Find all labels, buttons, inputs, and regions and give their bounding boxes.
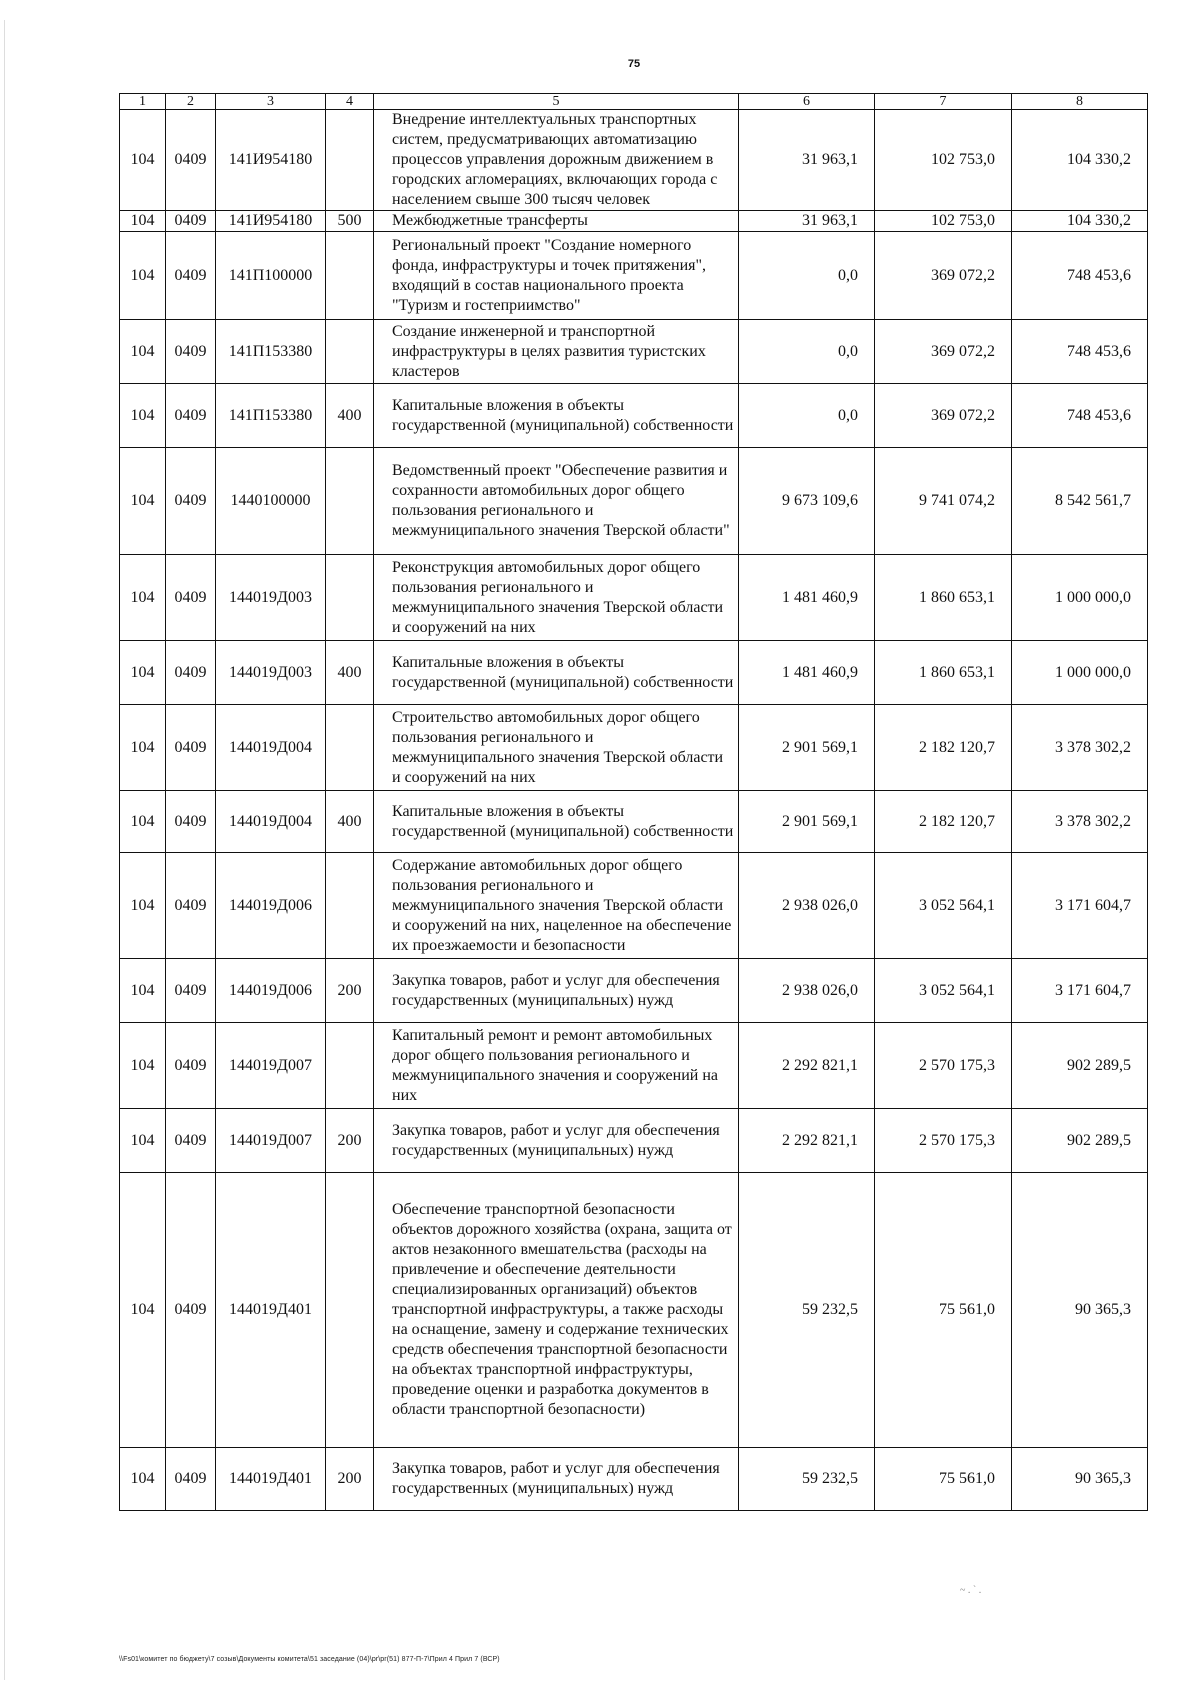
cell-amount-col6: 2 292 821,1 bbox=[739, 1023, 875, 1109]
cell-ministry-code: 104 bbox=[120, 555, 166, 641]
col-header-1: 1 bbox=[120, 94, 166, 110]
cell-amount-col7: 369 072,2 bbox=[875, 320, 1012, 384]
cell-amount-col8: 1 000 000,0 bbox=[1012, 641, 1148, 705]
cell-ministry-code: 104 bbox=[120, 791, 166, 853]
cell-section-code: 0409 bbox=[166, 1173, 216, 1448]
table-row bbox=[120, 1023, 1148, 1109]
table-row bbox=[120, 853, 1148, 959]
cell-target-article: 144019Д004 bbox=[216, 791, 326, 853]
cell-amount-col6: 2 292 821,1 bbox=[739, 1109, 875, 1173]
cell-ministry-code: 104 bbox=[120, 1173, 166, 1448]
cell-target-article: 141И954180 bbox=[216, 110, 326, 211]
cell-amount-col6: 2 938 026,0 bbox=[739, 853, 875, 959]
cell-description: Строительство автомобильных дорог общего пользования регионального и межмуниципального значения Тверской области и сооружений на них bbox=[374, 705, 739, 791]
cell-description: Обеспечение транспортной безопасности объектов дорожного хозяйства (охрана, защита от актов незаконного вмешательства (расходы на привлечение и обеспечение деятельности специализированных организаций) объектов транспортной инфраструктуры, а также расходы на оснащение, замену и содержание технических средств обеспечения транспортной безопасности на объектах транспортной инфраструктуры, проведение оценки и разработка документов в области транспортной безопасности) bbox=[374, 1173, 739, 1448]
cell-target-article: 1440100000 bbox=[216, 448, 326, 555]
table-row bbox=[120, 641, 1148, 705]
cell-amount-col6: 0,0 bbox=[739, 384, 875, 448]
header-row bbox=[120, 94, 1148, 110]
cell-ministry-code: 104 bbox=[120, 1023, 166, 1109]
cell-section-code: 0409 bbox=[166, 959, 216, 1023]
col-header-5: 5 bbox=[374, 94, 739, 110]
scan-edge-line bbox=[4, 20, 5, 1680]
col-header-7: 7 bbox=[875, 94, 1012, 110]
table-row bbox=[120, 110, 1148, 211]
cell-section-code: 0409 bbox=[166, 853, 216, 959]
cell-description: Закупка товаров, работ и услуг для обеспечения государственных (муниципальных) нужд bbox=[374, 959, 739, 1023]
cell-ministry-code: 104 bbox=[120, 232, 166, 320]
cell-ministry-code: 104 bbox=[120, 211, 166, 232]
table-row bbox=[120, 959, 1148, 1023]
cell-amount-col6: 1 481 460,9 bbox=[739, 555, 875, 641]
cell-target-article: 141И954180 bbox=[216, 211, 326, 232]
footer-file-path: \\Fs01\комитет по бюджету\7 созыв\Документы комитета\51 заседание (04)\pr\pr(51) 877-П-7\Прил 4 Прил 7 (ВСР) bbox=[119, 1656, 500, 1663]
cell-expense-type bbox=[326, 1023, 374, 1109]
cell-description: Межбюджетные трансферты bbox=[374, 211, 739, 232]
cell-target-article: 144019Д004 bbox=[216, 705, 326, 791]
cell-expense-type bbox=[326, 555, 374, 641]
table-row bbox=[120, 1109, 1148, 1173]
cell-amount-col8: 104 330,2 bbox=[1012, 211, 1148, 232]
cell-expense-type: 400 bbox=[326, 791, 374, 853]
cell-ministry-code: 104 bbox=[120, 320, 166, 384]
cell-amount-col8: 902 289,5 bbox=[1012, 1109, 1148, 1173]
cell-ministry-code: 104 bbox=[120, 448, 166, 555]
cell-amount-col8: 90 365,3 bbox=[1012, 1448, 1148, 1511]
cell-section-code: 0409 bbox=[166, 448, 216, 555]
cell-section-code: 0409 bbox=[166, 1109, 216, 1173]
cell-description: Закупка товаров, работ и услуг для обеспечения государственных (муниципальных) нужд bbox=[374, 1109, 739, 1173]
cell-amount-col6: 9 673 109,6 bbox=[739, 448, 875, 555]
table-row bbox=[120, 555, 1148, 641]
cell-expense-type bbox=[326, 320, 374, 384]
cell-description: Закупка товаров, работ и услуг для обеспечения государственных (муниципальных) нужд bbox=[374, 1448, 739, 1511]
cell-amount-col7: 1 860 653,1 bbox=[875, 641, 1012, 705]
cell-section-code: 0409 bbox=[166, 384, 216, 448]
cell-ministry-code: 104 bbox=[120, 853, 166, 959]
cell-description: Региональный проект "Создание номерного фонда, инфраструктуры и точек притяжения", входящий в состав национального проекта "Туризм и гостеприимство" bbox=[374, 232, 739, 320]
cell-amount-col6: 2 901 569,1 bbox=[739, 791, 875, 853]
cell-target-article: 144019Д401 bbox=[216, 1448, 326, 1511]
cell-ministry-code: 104 bbox=[120, 384, 166, 448]
cell-amount-col8: 1 000 000,0 bbox=[1012, 555, 1148, 641]
cell-description: Ведомственный проект "Обеспечение развития и сохранности автомобильных дорог общего пользования регионального и межмуниципального значения Тверской области" bbox=[374, 448, 739, 555]
col-header-8: 8 bbox=[1012, 94, 1148, 110]
cell-ministry-code: 104 bbox=[120, 1448, 166, 1511]
cell-amount-col8: 748 453,6 bbox=[1012, 320, 1148, 384]
cell-target-article: 144019Д003 bbox=[216, 555, 326, 641]
table-row bbox=[120, 320, 1148, 384]
cell-ministry-code: 104 bbox=[120, 1109, 166, 1173]
col-header-4: 4 bbox=[326, 94, 374, 110]
cell-amount-col7: 102 753,0 bbox=[875, 211, 1012, 232]
cell-amount-col8: 3 378 302,2 bbox=[1012, 705, 1148, 791]
cell-expense-type bbox=[326, 110, 374, 211]
cell-section-code: 0409 bbox=[166, 641, 216, 705]
table-row bbox=[120, 705, 1148, 791]
cell-section-code: 0409 bbox=[166, 232, 216, 320]
cell-amount-col7: 3 052 564,1 bbox=[875, 959, 1012, 1023]
table-row bbox=[120, 1173, 1148, 1448]
cell-section-code: 0409 bbox=[166, 211, 216, 232]
cell-expense-type bbox=[326, 448, 374, 555]
table-row bbox=[120, 384, 1148, 448]
cell-section-code: 0409 bbox=[166, 1448, 216, 1511]
cell-amount-col7: 2 570 175,3 bbox=[875, 1109, 1012, 1173]
cell-section-code: 0409 bbox=[166, 110, 216, 211]
cell-amount-col7: 2 182 120,7 bbox=[875, 791, 1012, 853]
cell-amount-col8: 3 378 302,2 bbox=[1012, 791, 1148, 853]
cell-amount-col8: 104 330,2 bbox=[1012, 110, 1148, 211]
scan-specks: ~ . ` . bbox=[960, 1585, 982, 1596]
cell-target-article: 144019Д006 bbox=[216, 959, 326, 1023]
cell-amount-col6: 0,0 bbox=[739, 320, 875, 384]
cell-amount-col6: 31 963,1 bbox=[739, 211, 875, 232]
cell-section-code: 0409 bbox=[166, 791, 216, 853]
cell-target-article: 144019Д007 bbox=[216, 1023, 326, 1109]
cell-description: Реконструкция автомобильных дорог общего пользования регионального и межмуниципального значения Тверской области и сооружений на них bbox=[374, 555, 739, 641]
cell-target-article: 144019Д007 bbox=[216, 1109, 326, 1173]
cell-amount-col6: 1 481 460,9 bbox=[739, 641, 875, 705]
cell-amount-col6: 31 963,1 bbox=[739, 110, 875, 211]
cell-description: Капитальные вложения в объекты государственной (муниципальной) собственности bbox=[374, 641, 739, 705]
cell-expense-type: 200 bbox=[326, 1448, 374, 1511]
cell-description: Создание инженерной и транспортной инфраструктуры в целях развития туристских кластеров bbox=[374, 320, 739, 384]
cell-amount-col8: 3 171 604,7 bbox=[1012, 853, 1148, 959]
cell-target-article: 144019Д006 bbox=[216, 853, 326, 959]
cell-expense-type bbox=[326, 705, 374, 791]
cell-ministry-code: 104 bbox=[120, 110, 166, 211]
cell-expense-type bbox=[326, 853, 374, 959]
cell-amount-col6: 59 232,5 bbox=[739, 1448, 875, 1511]
cell-amount-col6: 59 232,5 bbox=[739, 1173, 875, 1448]
table-row bbox=[120, 791, 1148, 853]
cell-section-code: 0409 bbox=[166, 1023, 216, 1109]
cell-ministry-code: 104 bbox=[120, 641, 166, 705]
cell-expense-type: 400 bbox=[326, 641, 374, 705]
cell-description: Капитальные вложения в объекты государственной (муниципальной) собственности bbox=[374, 791, 739, 853]
cell-amount-col6: 2 901 569,1 bbox=[739, 705, 875, 791]
cell-amount-col7: 2 570 175,3 bbox=[875, 1023, 1012, 1109]
cell-amount-col8: 748 453,6 bbox=[1012, 384, 1148, 448]
cell-description: Содержание автомобильных дорог общего пользования регионального и межмуниципального значения Тверской области и сооружений на них, нацеленное на обеспечение их проезжаемости и безопасности bbox=[374, 853, 739, 959]
cell-amount-col8: 902 289,5 bbox=[1012, 1023, 1148, 1109]
col-header-6: 6 bbox=[739, 94, 875, 110]
cell-amount-col7: 9 741 074,2 bbox=[875, 448, 1012, 555]
table-row bbox=[120, 1448, 1148, 1511]
cell-target-article: 141П153380 bbox=[216, 384, 326, 448]
cell-expense-type bbox=[326, 232, 374, 320]
cell-target-article: 144019Д401 bbox=[216, 1173, 326, 1448]
cell-amount-col8: 90 365,3 bbox=[1012, 1173, 1148, 1448]
cell-amount-col6: 2 938 026,0 bbox=[739, 959, 875, 1023]
cell-amount-col6: 0,0 bbox=[739, 232, 875, 320]
table-row bbox=[120, 211, 1148, 232]
col-header-3: 3 bbox=[216, 94, 326, 110]
cell-target-article: 141П153380 bbox=[216, 320, 326, 384]
cell-expense-type bbox=[326, 1173, 374, 1448]
cell-description: Капитальные вложения в объекты государственной (муниципальной) собственности bbox=[374, 384, 739, 448]
cell-amount-col7: 102 753,0 bbox=[875, 110, 1012, 211]
cell-amount-col8: 748 453,6 bbox=[1012, 232, 1148, 320]
cell-ministry-code: 104 bbox=[120, 705, 166, 791]
cell-expense-type: 200 bbox=[326, 959, 374, 1023]
cell-target-article: 141П100000 bbox=[216, 232, 326, 320]
cell-amount-col8: 3 171 604,7 bbox=[1012, 959, 1148, 1023]
cell-ministry-code: 104 bbox=[120, 959, 166, 1023]
table-header bbox=[120, 94, 1148, 110]
cell-amount-col7: 3 052 564,1 bbox=[875, 853, 1012, 959]
budget-table bbox=[119, 93, 1148, 1511]
cell-amount-col7: 75 561,0 bbox=[875, 1448, 1012, 1511]
table-row bbox=[120, 448, 1148, 555]
cell-description: Капитальный ремонт и ремонт автомобильных дорог общего пользования регионального и межмуниципального значения и сооружений на них bbox=[374, 1023, 739, 1109]
cell-amount-col7: 369 072,2 bbox=[875, 232, 1012, 320]
cell-amount-col7: 2 182 120,7 bbox=[875, 705, 1012, 791]
cell-section-code: 0409 bbox=[166, 320, 216, 384]
cell-amount-col7: 1 860 653,1 bbox=[875, 555, 1012, 641]
cell-expense-type: 500 bbox=[326, 211, 374, 232]
cell-amount-col7: 369 072,2 bbox=[875, 384, 1012, 448]
cell-expense-type: 200 bbox=[326, 1109, 374, 1173]
cell-description: Внедрение интеллектуальных транспортных систем, предусматривающих автоматизацию процессов управления дорожным движением в городских агломерациях, включающих города с населением свыше 300 тысяч человек bbox=[374, 110, 739, 211]
cell-amount-col8: 8 542 561,7 bbox=[1012, 448, 1148, 555]
table-row bbox=[120, 232, 1148, 320]
cell-target-article: 144019Д003 bbox=[216, 641, 326, 705]
cell-expense-type: 400 bbox=[326, 384, 374, 448]
col-header-2: 2 bbox=[166, 94, 216, 110]
page-number: 75 bbox=[627, 58, 641, 70]
cell-section-code: 0409 bbox=[166, 555, 216, 641]
cell-amount-col7: 75 561,0 bbox=[875, 1173, 1012, 1448]
cell-section-code: 0409 bbox=[166, 705, 216, 791]
